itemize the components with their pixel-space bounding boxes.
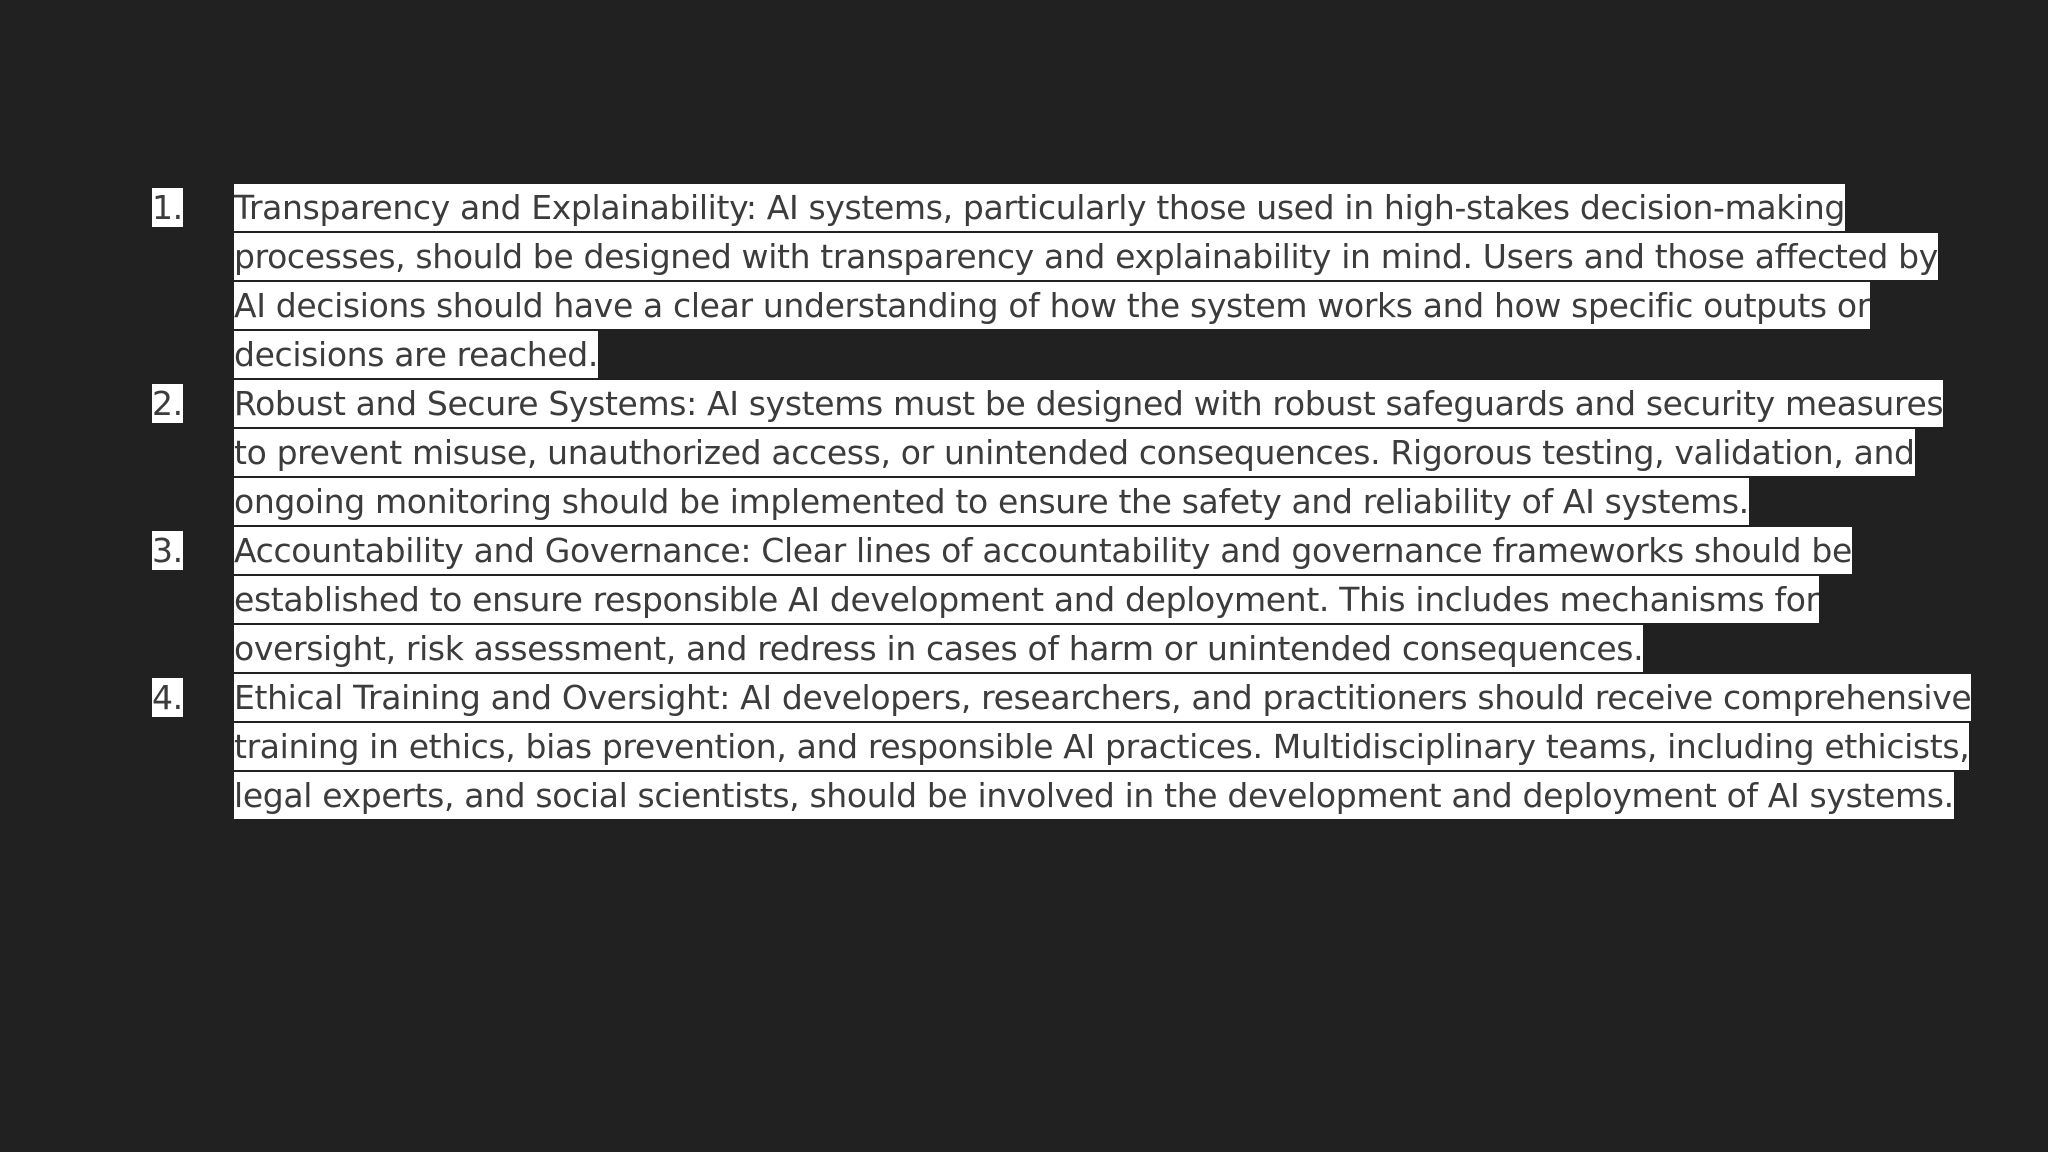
list-item-text: Ethical Training and Oversight: AI developers, researchers, and practitioners should receive comprehensive training in ethics, bias prevention, and responsible AI practices. Multidisciplinary teams, including ethicists, legal experts, and social scientists, should be involved in the development and deployment of AI systems. (234, 673, 1972, 820)
list-item-number: 4. (152, 678, 183, 717)
list-item-number: 2. (152, 384, 183, 423)
list-item-3 (152, 526, 1972, 673)
list-item-text: Accountability and Governance: Clear lines of accountability and governance frameworks should be established to ensure responsible AI development and deployment. This includes mechanisms for oversight, risk assessment, and redress in cases of harm or unintended consequences. (234, 526, 1972, 673)
list-item-text: Transparency and Explainability: AI systems, particularly those used in high-stakes decision-making processes, should be designed with transparency and explainability in mind. Users and those affected by AI decisions should have a clear understanding of how the system works and how specific outputs or decisions are reached. (234, 183, 1972, 379)
numbered-list (152, 183, 1972, 820)
list-item-4 (152, 673, 1972, 820)
list-item-2 (152, 379, 1972, 526)
list-item-text: Robust and Secure Systems: AI systems must be designed with robust safeguards and security measures to prevent misuse, unauthorized access, or unintended consequences. Rigorous testing, validation, and ongoing monitoring should be implemented to ensure the safety and reliability of AI systems. (234, 379, 1972, 526)
list-item-number: 1. (152, 188, 183, 227)
list-item-number: 3. (152, 531, 183, 570)
list-item-1 (152, 183, 1972, 379)
